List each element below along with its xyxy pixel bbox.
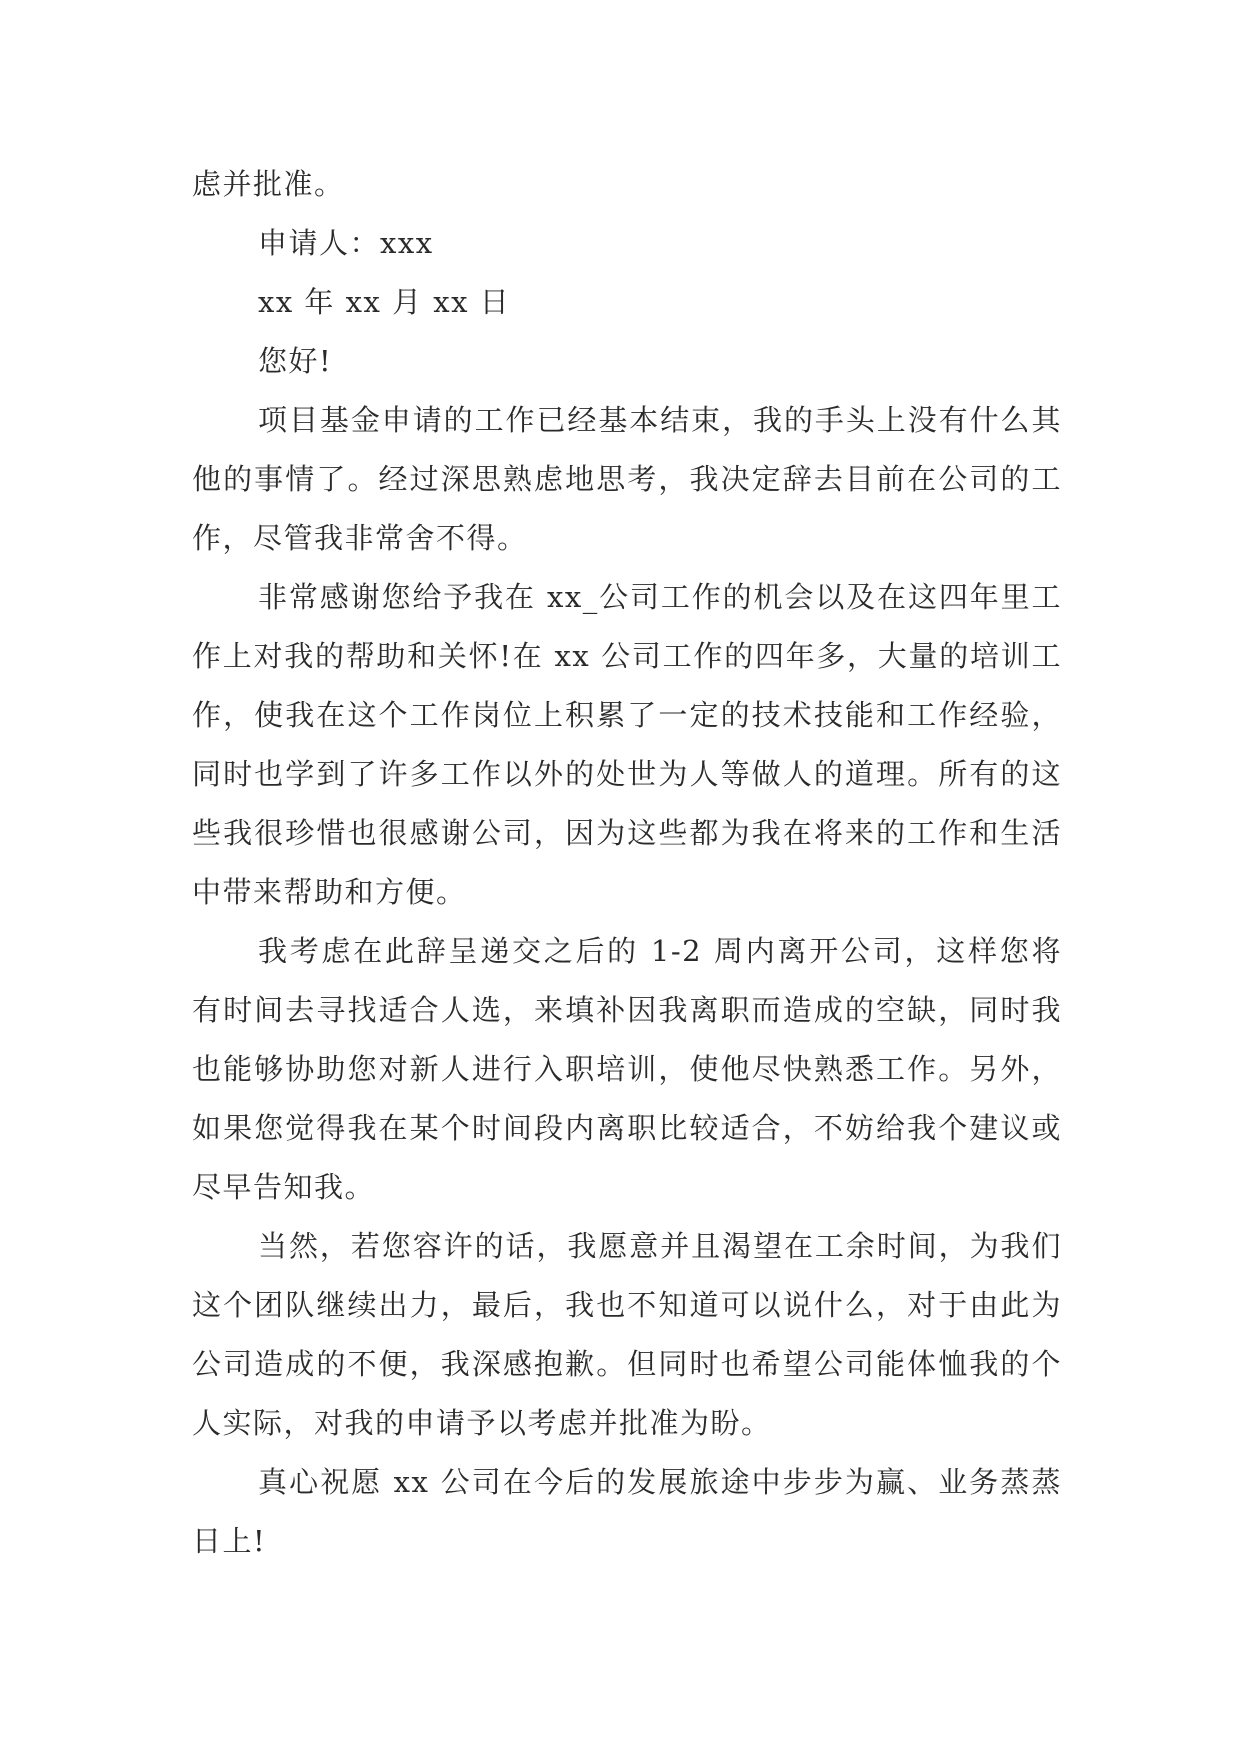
applicant-line: 申请人：xxx — [258, 226, 434, 260]
letter-body — [192, 155, 1062, 1571]
greeting-line: 您好! — [258, 344, 333, 378]
paragraph-3: 我考虑在此辞呈递交之后的 1-2 周内离开公司，这样您将有时间去寻找适合人选，来填补因我离职而造成的空缺，同时我也能够协助您对新人进行入职培训，使他尽快熟悉工作。另外，如果您觉得我在某个时间段内离职比较适合，不妨给我个建议或尽早告知我。 — [192, 934, 1062, 1204]
paragraph-5: 真心祝愿 xx 公司在今后的发展旅途中步步为赢、业务蒸蒸日上! — [192, 1465, 1062, 1558]
paragraph-1: 项目基金申请的工作已经基本结束，我的手头上没有什么其他的事情了。经过深思熟虑地思考，我决定辞去目前在公司的工作，尽管我非常舍不得。 — [192, 403, 1062, 555]
continuation-line: 虑并批准。 — [192, 167, 345, 201]
paragraph-2: 非常感谢您给予我在 xx_公司工作的机会以及在这四年里工作上对我的帮助和关怀!在 xx 公司工作的四年多，大量的培训工作，使我在这个工作岗位上积累了一定的技术技能和工作经验，同时也学到了许多工作以外的处世为人等做人的道理。所有的这些我很珍惜也很感谢公司，因为这些都为我在将来的工作和生活中带来帮助和方便。 — [192, 580, 1062, 909]
paragraph-4: 当然，若您容许的话，我愿意并且渴望在工余时间，为我们这个团队继续出力，最后，我也不知道可以说什么，对于由此为公司造成的不便，我深感抱歉。但同时也希望公司能体恤我的个人实际，对我的申请予以考虑并批准为盼。 — [192, 1229, 1062, 1440]
date-line: xx 年 xx 月 xx 日 — [258, 285, 511, 319]
